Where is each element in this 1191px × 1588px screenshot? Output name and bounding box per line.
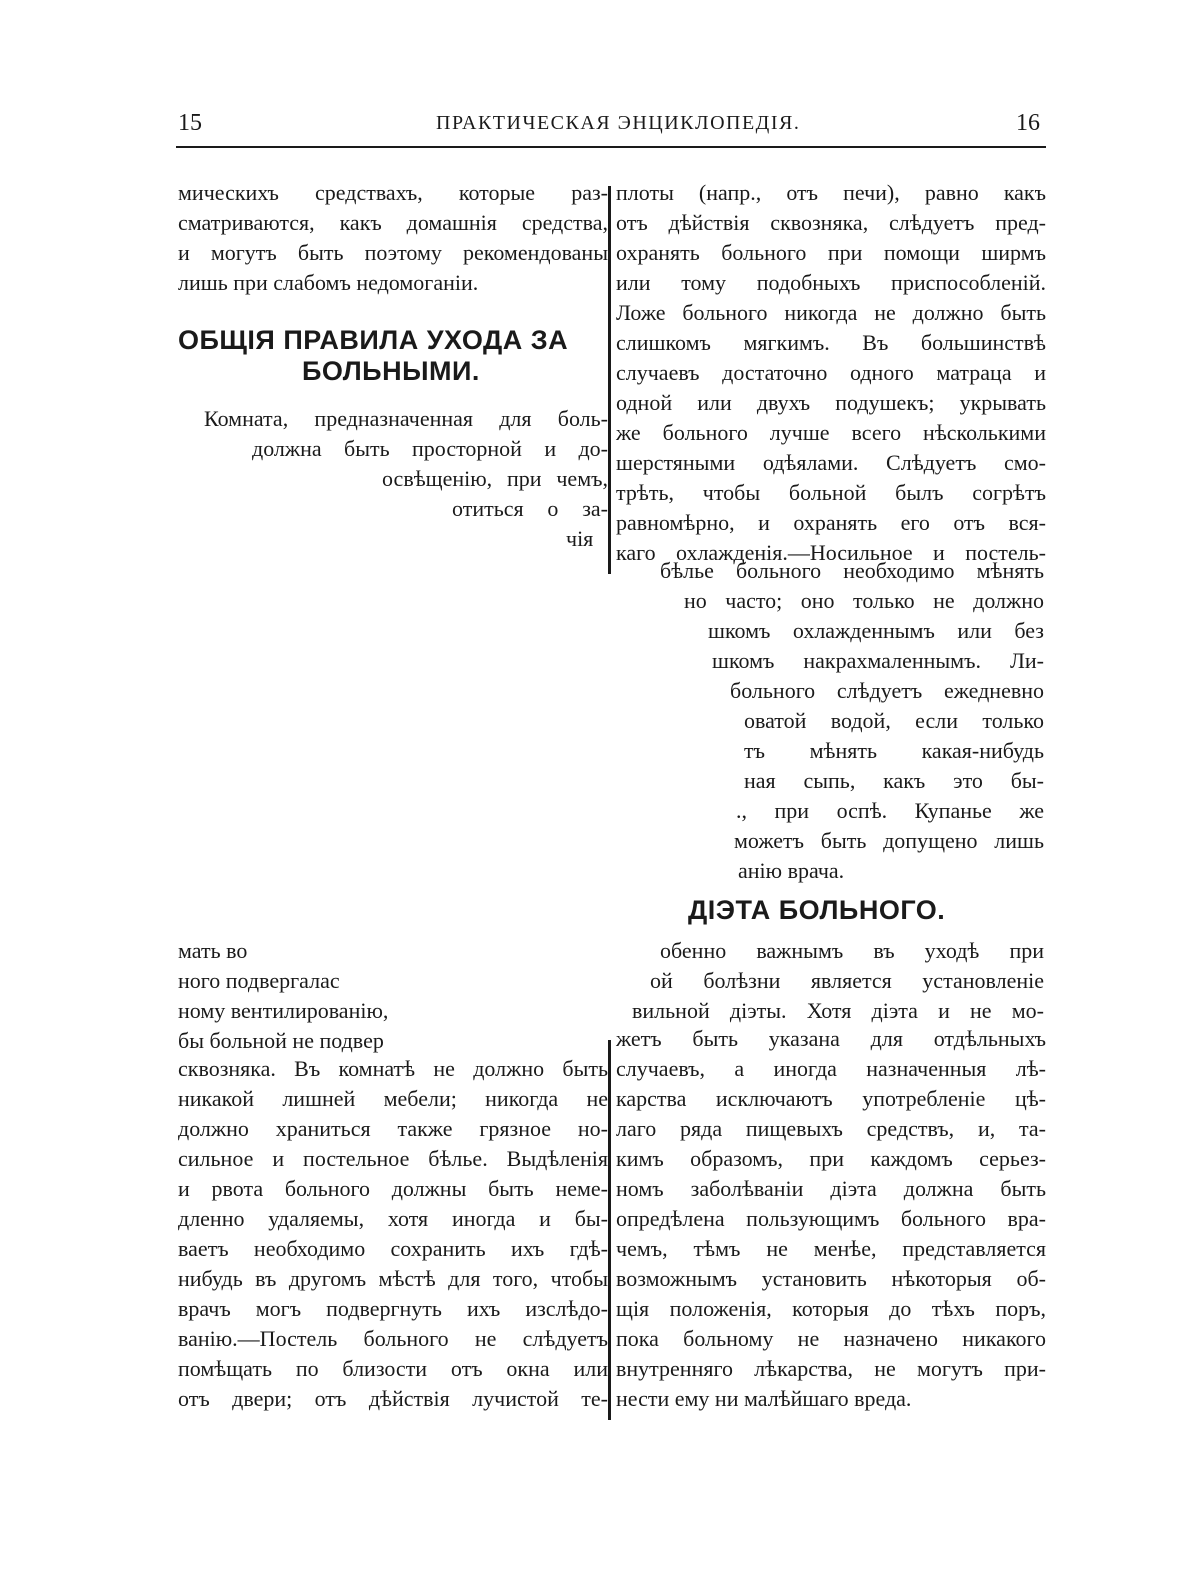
text-line: ного подвергалас xyxy=(178,968,340,993)
text-line: отъ двери; отъ дѣйствія лучистой те- xyxy=(178,1386,608,1411)
text-line: мическихъ средствахъ, которые раз- xyxy=(178,180,608,205)
text-line: случаевъ, а иногда назначенныя лѣ- xyxy=(616,1056,1046,1081)
text-line: больного слѣдуетъ ежедневно xyxy=(730,678,1044,703)
text-line: кимъ образомъ, при каждомъ серьез- xyxy=(616,1146,1046,1171)
text-line: чія xyxy=(566,526,594,551)
text-line: ванію.—Постель больного не слѣдуетъ xyxy=(178,1326,608,1351)
column-divider-bottom xyxy=(608,1040,611,1420)
text-line: охранять больного при помощи ширмъ xyxy=(616,240,1046,265)
text-line: пока больному не назначено никакого xyxy=(616,1326,1046,1351)
text-line: лишь при слабомъ недомоганіи. xyxy=(178,270,479,295)
text-line: отъ дѣйствія сквозняка, слѣдуетъ пред- xyxy=(616,210,1046,235)
text-line: Комната, предназначенная для боль- xyxy=(204,406,608,431)
header-rule xyxy=(176,146,1046,148)
right-fragment-line xyxy=(744,766,1044,796)
text-line: ному вентилированію, xyxy=(178,998,389,1023)
right-fragment-line xyxy=(738,856,844,886)
right-diet-fragment-line xyxy=(650,966,1044,996)
column-divider-top xyxy=(608,186,611,574)
text-line: освѣщенію, при чемъ, xyxy=(382,466,608,491)
text-line: должно храниться также грязное но- xyxy=(178,1116,608,1141)
text-line: щія положенія, которыя до тѣхъ поръ, xyxy=(616,1296,1046,1321)
left-fragment-line xyxy=(452,494,608,524)
text-line: ная сыпь, какъ это бы- xyxy=(744,768,1044,793)
text-line: трѣть, чтобы больной былъ согрѣтъ xyxy=(616,480,1046,505)
text-line: слишкомъ мягкимъ. Въ большинствѣ xyxy=(616,330,1046,355)
text-line: помѣщать по близости отъ окна или xyxy=(178,1356,608,1381)
left-partial-line xyxy=(178,966,340,996)
left-partial-line xyxy=(178,936,247,966)
right-fragment-line xyxy=(684,586,1044,616)
text-line: лаго ряда пищевыхъ средствъ, и, та- xyxy=(616,1116,1046,1141)
text-line: никакой лишней мебели; никогда не xyxy=(178,1086,608,1111)
text-line: Ложе больного никогда не должно быть xyxy=(616,300,1046,325)
text-line: или тому подобныхъ приспособленій. xyxy=(616,270,1046,295)
text-line: врачъ могъ подвергнуть ихъ изслѣдо- xyxy=(178,1296,608,1321)
text-line: вильной діэты. Хотя діэта и не мо- xyxy=(632,998,1044,1023)
text-line: можетъ быть допущено лишь xyxy=(734,828,1044,853)
right-fragment-line xyxy=(734,826,1044,856)
text-line: ваетъ необходимо сохранить ихъ гдѣ- xyxy=(178,1236,608,1261)
text-line: должна быть просторной и до- xyxy=(252,436,608,461)
text-line: нибудь въ другомъ мѣстѣ для того, чтобы xyxy=(178,1266,608,1291)
running-title: ПРАКТИЧЕСКАЯ ЭНЦИКЛОПЕДІЯ. xyxy=(436,112,801,134)
right-fragment-line xyxy=(744,736,1044,766)
text-line: ой болѣзни является установленіе xyxy=(650,968,1044,993)
text-line: каго охлажденія.—Носильное и постель- xyxy=(616,540,1046,565)
text-line: сматриваются, какъ домашнія средства, xyxy=(178,210,608,235)
right-diet-fragment-line xyxy=(632,996,1044,1026)
left-fragment-line xyxy=(566,524,608,554)
right-fragment-line xyxy=(660,556,1044,586)
text-line: внутренняго лѣкарства, не могутъ при- xyxy=(616,1356,1046,1381)
text-line: оватой водой, если только xyxy=(744,708,1044,733)
right-bottom-paragraph xyxy=(616,1024,1046,1414)
text-line: чемъ, тѣмъ не менѣе, представляется xyxy=(616,1236,1046,1261)
left-fragment-line xyxy=(204,404,608,434)
text-line: сильное и постельное бѣлье. Выдѣленія xyxy=(178,1146,608,1171)
text-line: случаевъ достаточно одного матраца и xyxy=(616,360,1046,385)
text-line: и рвота больного должны быть неме- xyxy=(178,1176,608,1201)
text-line: опредѣлена пользующимъ больного вра- xyxy=(616,1206,1046,1231)
text-line: нести ему ни малѣйшаго вреда. xyxy=(616,1386,912,1411)
text-line: сквозняка. Въ комнатѣ не должно быть xyxy=(178,1056,608,1081)
text-line: равномѣрно, и охранять его отъ вся- xyxy=(616,510,1046,535)
text-line: но часто; оно только не должно xyxy=(684,588,1044,613)
text-line: жетъ быть указана для отдѣльныхъ xyxy=(616,1026,1046,1051)
section-heading-care: ОБЩІЯ ПРАВИЛА УХОДА ЗА xyxy=(178,325,569,355)
left-fragment-line xyxy=(252,434,608,464)
left-fragment-line xyxy=(382,464,608,494)
text-line: же больного лучше всего нѣсколькими xyxy=(616,420,1046,445)
right-fragment-line xyxy=(730,676,1044,706)
right-top-paragraph xyxy=(616,178,1046,568)
right-fragment-line xyxy=(712,646,1044,676)
left-partial-line xyxy=(178,1026,384,1056)
text-line: номъ заболѣваніи діэта должна быть xyxy=(616,1176,1046,1201)
text-line: обенно важнымъ въ уходѣ при xyxy=(660,938,1044,963)
left-partial-line xyxy=(178,996,388,1026)
text-line: шкомъ накрахмаленнымъ. Ли- xyxy=(712,648,1044,673)
right-fragment-line xyxy=(708,616,1044,646)
text-line: и могутъ быть поэтому рекомендованы xyxy=(178,240,608,265)
section-heading-diet: ДІЭТА БОЛЬНОГО. xyxy=(688,895,946,925)
text-line: дленно удаляемы, хотя иногда и бы- xyxy=(178,1206,608,1231)
text-line: возможнымъ установить нѣкоторыя об- xyxy=(616,1266,1046,1291)
text-line: одной или двухъ подушекъ; укрывать xyxy=(616,390,1046,415)
right-page-number: 16 xyxy=(1016,110,1040,136)
left-page-number: 15 xyxy=(178,110,202,136)
text-line: плоты (напр., отъ печи), равно какъ xyxy=(616,180,1046,205)
text-line: шкомъ охлажденнымъ или без xyxy=(708,618,1044,643)
text-line: карства исключаютъ употребленіе цѣ- xyxy=(616,1086,1046,1111)
text-line: ., при оспѣ. Купанье же xyxy=(736,798,1044,823)
text-line: анію врача. xyxy=(738,858,845,883)
section-heading-care-cont: БОЛЬНЫМИ. xyxy=(302,356,480,386)
right-fragment-line xyxy=(744,706,1044,736)
text-line: тъ мѣнять какая-нибудь xyxy=(744,738,1044,763)
right-fragment-line xyxy=(736,796,1044,826)
left-bottom-paragraph xyxy=(178,1054,608,1414)
text-line: мать во xyxy=(178,938,248,963)
text-line: бѣлье больного необходимо мѣнять xyxy=(660,558,1044,583)
left-top-paragraph xyxy=(178,178,608,298)
text-line: отиться о за- xyxy=(452,496,608,521)
text-line: шерстяными одѣялами. Слѣдуетъ смо- xyxy=(616,450,1046,475)
text-line: бы больной не подвер xyxy=(178,1028,384,1053)
right-diet-fragment-line xyxy=(660,936,1044,966)
